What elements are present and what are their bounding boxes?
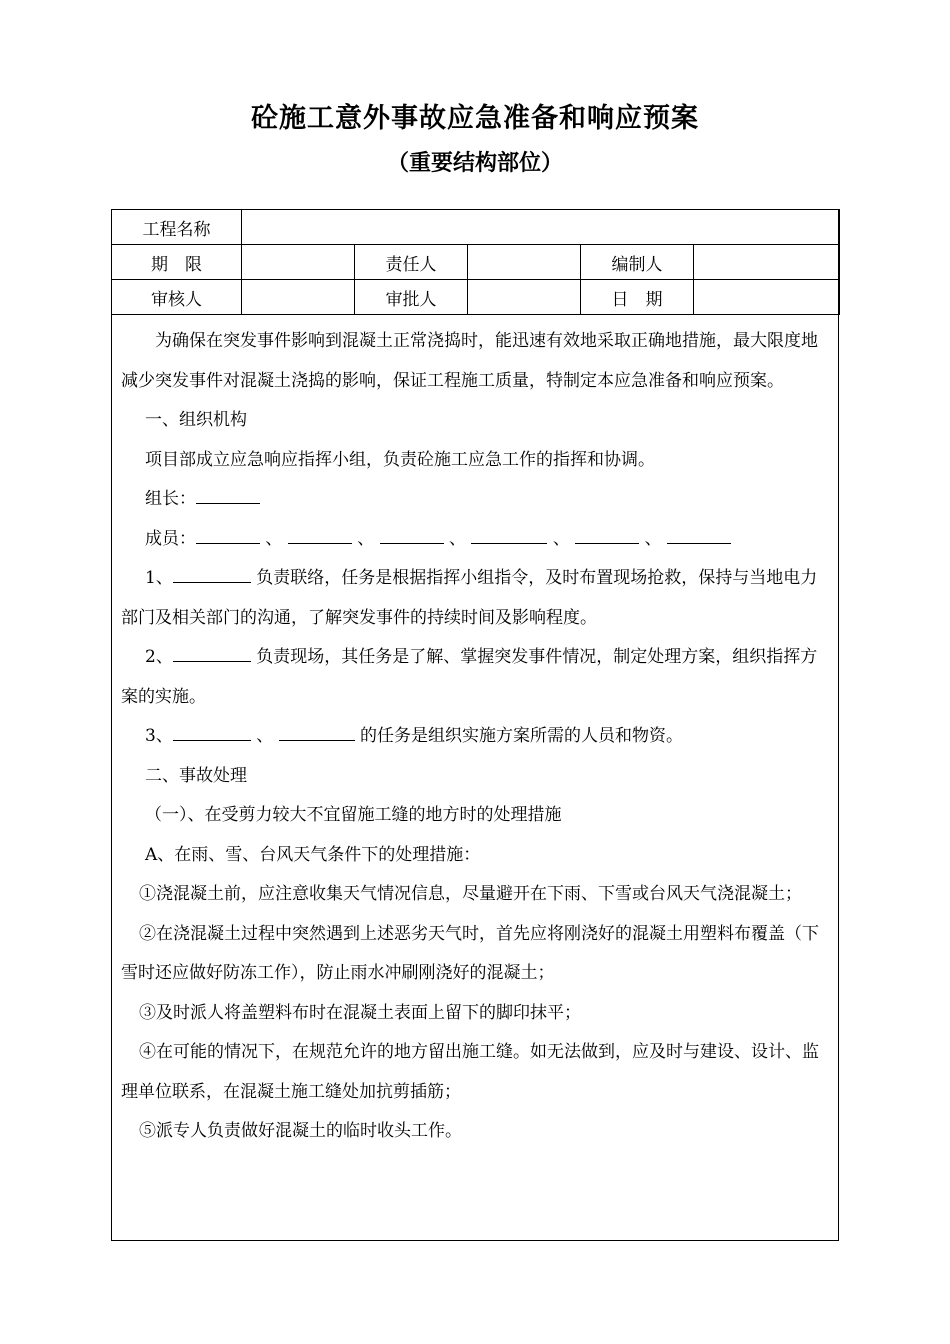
period-label: 期 限 — [112, 245, 242, 280]
period-value[interactable] — [242, 245, 355, 280]
approver-label: 审批人 — [355, 280, 468, 315]
item3-blank[interactable] — [173, 721, 251, 741]
item3-prefix: 3、 — [145, 726, 173, 746]
table-row — [112, 280, 840, 315]
item1-text: 负责联络，任务是根据指挥小组指令，及时布置现场抢救，保持与当地电力部门及相关部门的沟通，了解突发事件的持续时间及影响程度。 — [121, 568, 818, 628]
leader-line — [121, 480, 831, 520]
subA-title: A、在雨、雪、台风天气条件下的处理措施： — [145, 844, 481, 865]
leader-blank[interactable] — [196, 484, 260, 504]
reviewer-value[interactable] — [242, 280, 355, 315]
measure-1: ①浇混凝土前，应注意收集天气情况信息，尽量避开在下雨、下雪或台风天气浇混凝土； — [139, 884, 802, 904]
member-blank[interactable] — [471, 524, 547, 544]
table-row — [112, 210, 840, 245]
leader-label: 组长： — [145, 489, 196, 509]
date-value[interactable] — [694, 280, 840, 315]
item3-text: 的任务是组织实施方案所需的人员和物资。 — [360, 726, 684, 746]
intro-paragraph: 为确保在突发事件影响到混凝土正常浇捣时，能迅速有效地采取正确地措施，最大限度地减少突发事件对混凝土浇捣的影响，保证工程施工质量，特制定本应急准备和响应预案。 — [121, 331, 818, 391]
separator: 、 — [449, 528, 467, 549]
item2-blank[interactable] — [173, 642, 251, 662]
member-blank[interactable] — [380, 524, 444, 544]
member-blank[interactable] — [196, 524, 260, 544]
item2-text: 负责现场，其任务是了解、掌握突发事件情况，制定处理方案，组织指挥方案的实施。 — [121, 647, 818, 707]
approver-value[interactable] — [468, 280, 581, 315]
table-row — [112, 245, 840, 280]
measure-5: ⑤派专人负责做好混凝土的临时收头工作。 — [139, 1121, 462, 1141]
separator: 、 — [644, 528, 662, 549]
item1-blank[interactable] — [173, 563, 251, 583]
section1-text: 项目部成立应急响应指挥小组，负责砼施工应急工作的指挥和协调。 — [145, 449, 655, 470]
item2-prefix: 2、 — [145, 647, 173, 667]
measure-4: ④在可能的情况下，在规范允许的地方留出施工缝。如无法做到，应及时与建设、设计、监理单位联系，在混凝土施工缝处加抗剪插筋； — [121, 1042, 819, 1102]
item1-paragraph — [121, 559, 831, 638]
members-line — [121, 520, 831, 560]
document-body — [121, 322, 831, 1152]
item1-prefix: 1、 — [145, 568, 173, 588]
project-name-label: 工程名称 — [112, 210, 242, 245]
compiler-label: 编制人 — [581, 245, 694, 280]
compiler-value[interactable] — [694, 245, 840, 280]
separator: 、 — [357, 528, 375, 549]
responsible-value[interactable] — [468, 245, 581, 280]
item3-paragraph — [121, 717, 831, 757]
separator: 、 — [265, 528, 283, 549]
section2-title: 二、事故处理 — [145, 765, 247, 786]
sub1-title: （一）、在受剪力较大不宜留施工缝的地方时的处理措施 — [145, 805, 562, 825]
responsible-label: 责任人 — [355, 245, 468, 280]
member-blank[interactable] — [575, 524, 639, 544]
members-label: 成员： — [145, 528, 196, 549]
info-table — [111, 209, 840, 315]
measure-2: ②在浇混凝土过程中突然遇到上述恶劣天气时，首先应将刚浇好的混凝土用塑料布覆盖（下雪时还应做好防冻工作），防止雨水冲刷刚浇好的混凝土； — [121, 923, 819, 983]
date-label: 日 期 — [581, 280, 694, 315]
project-name-value[interactable] — [242, 210, 840, 245]
member-blank[interactable] — [288, 524, 352, 544]
section1-title: 一、组织机构 — [145, 410, 247, 430]
separator: 、 — [256, 726, 274, 746]
document-subtitle: （重要结构部位） — [386, 150, 563, 176]
document-title: 砼施工意外事故应急准备和响应预案 — [251, 103, 699, 134]
item2-paragraph — [121, 638, 831, 717]
measure-3: ③及时派人将盖塑料布时在混凝土表面上留下的脚印抹平； — [139, 1002, 581, 1023]
reviewer-label: 审核人 — [112, 280, 242, 315]
separator: 、 — [552, 528, 570, 549]
member-blank[interactable] — [667, 524, 731, 544]
item3-blank[interactable] — [279, 721, 355, 741]
